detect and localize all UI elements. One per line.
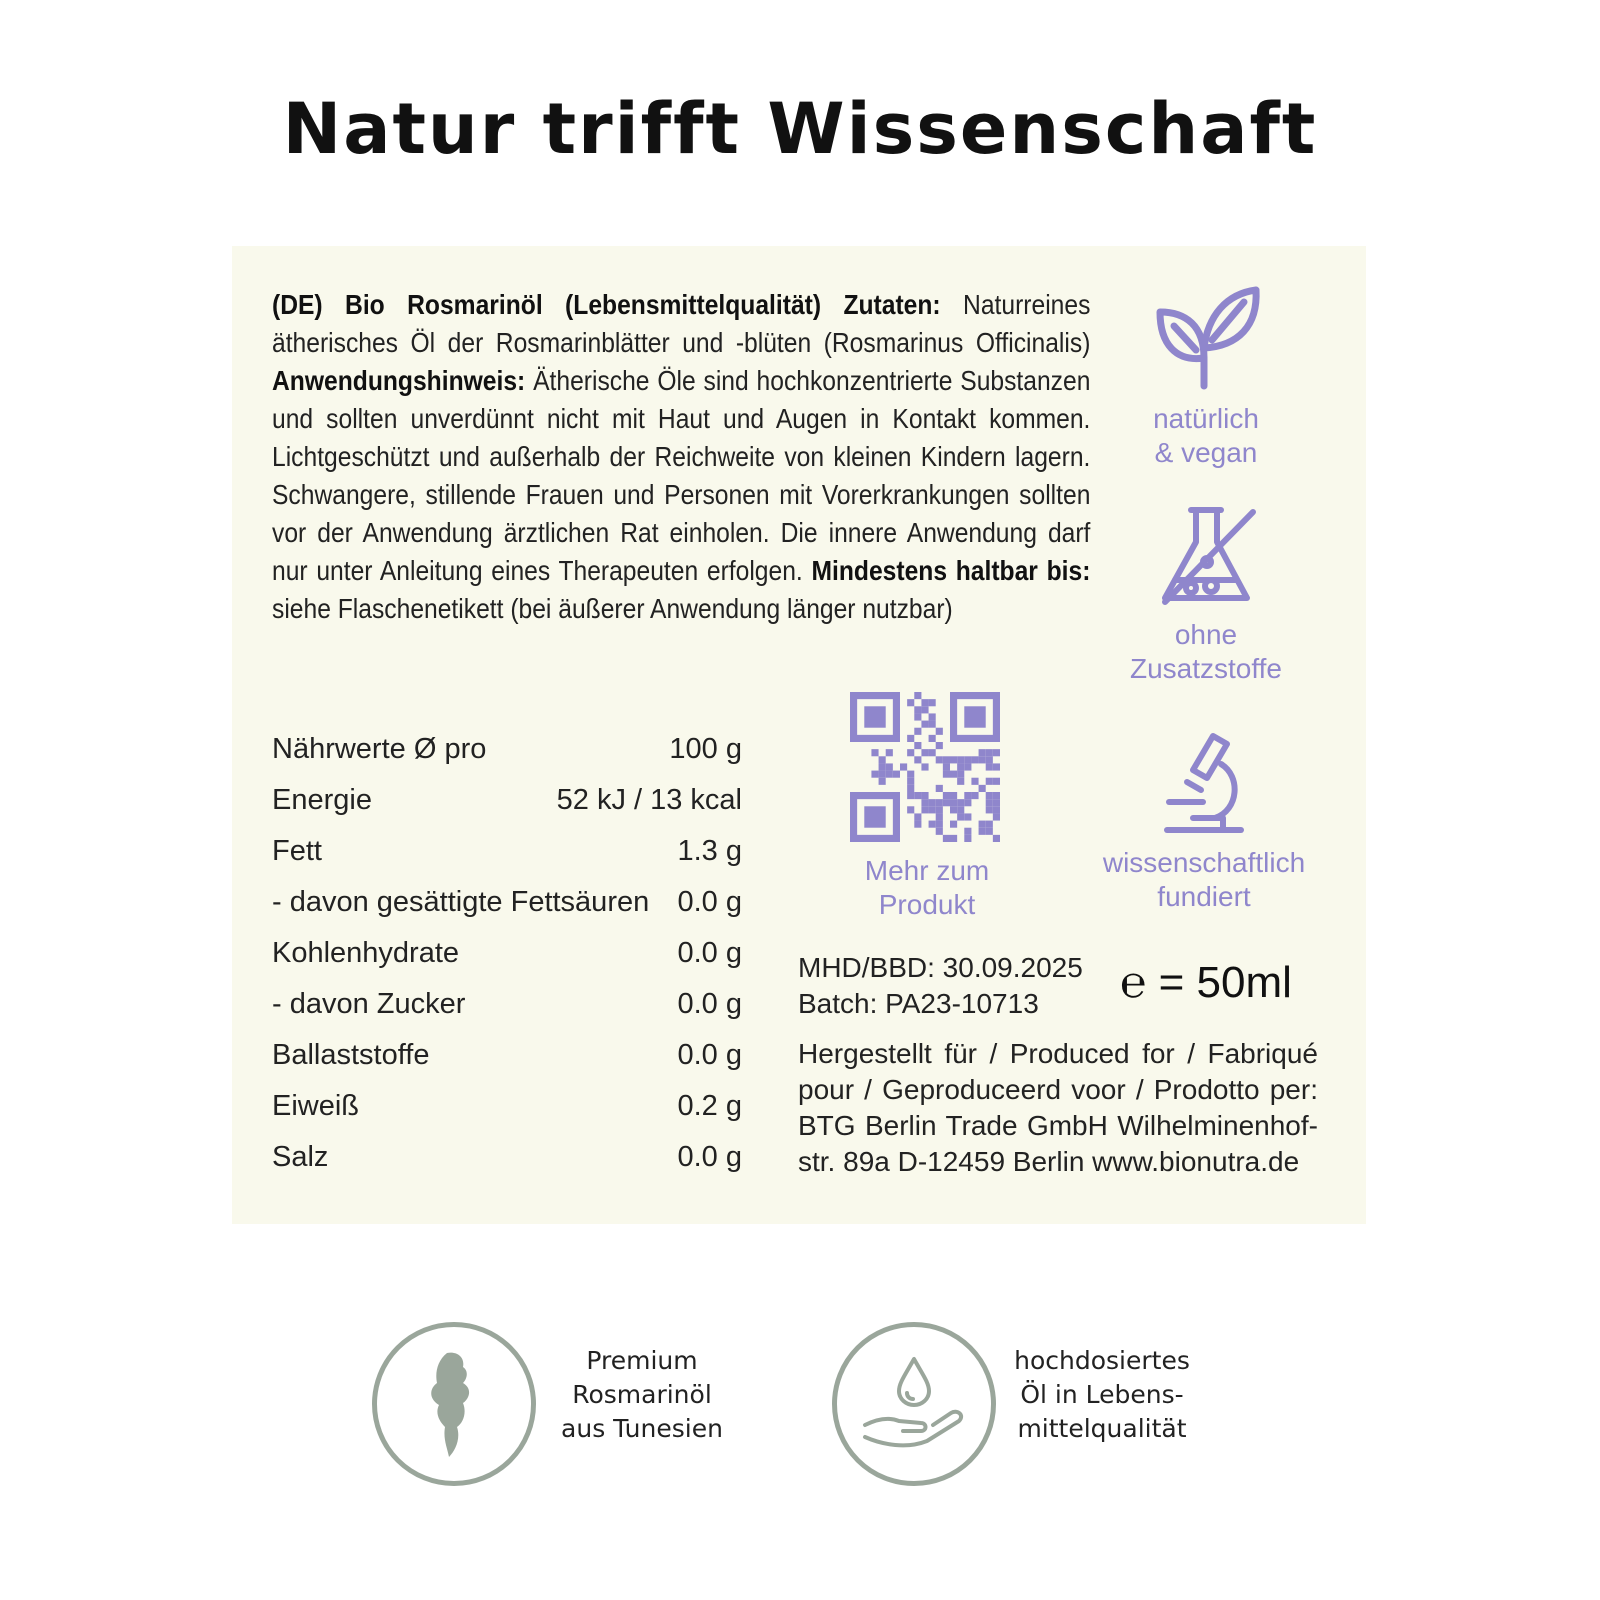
batch-number: Batch: PA23-10713 [798, 988, 1039, 1019]
flask-icon [1151, 502, 1261, 612]
nutrition-name: Energie [272, 784, 372, 816]
badge-additives [1106, 502, 1306, 686]
nutrition-row [272, 826, 742, 877]
nutrition-name: Kohlenhydrate [272, 937, 460, 969]
oil-drop-hand-icon [837, 1327, 991, 1481]
bbd-label: Mindestens haltbar bis: [802, 555, 1091, 586]
product-label [232, 246, 1366, 1224]
nutrition-name: - davon gesättigte Fettsäuren [272, 886, 650, 918]
feature-quality-line3: mittelqualität [1017, 1414, 1187, 1443]
nutrition-row [272, 1081, 742, 1132]
badge-science [1084, 730, 1324, 914]
qr-caption [822, 854, 1032, 922]
nutrition-table [272, 724, 742, 1183]
nutrition-value: 0.2 g [677, 1090, 742, 1122]
qr-caption-line1: Mehr zum [864, 855, 990, 886]
mhd-block [798, 950, 1083, 1022]
qr-code-icon [850, 692, 1000, 842]
ingredients-heading: (DE) Bio Rosmarinöl (Lebensmittelqualität) Zutaten: [272, 289, 941, 320]
feature-origin-circle [372, 1322, 536, 1486]
nutrition-value: 0.0 g [677, 1141, 742, 1173]
qr-code[interactable] [850, 692, 1000, 847]
ingredients-text [272, 286, 1090, 628]
nutrition-value: 52 kJ / 13 kcal [556, 784, 742, 816]
feature-quality-text [992, 1344, 1212, 1446]
feature-origin-line1: Premium [586, 1346, 698, 1375]
badge-science-line1: wissenschaftlich [1102, 847, 1306, 878]
feature-quality-line2: Öl in Lebens- [1020, 1380, 1184, 1409]
nutrition-value: 0.0 g [677, 937, 742, 969]
volume: ℮ = 50ml [1120, 958, 1292, 1007]
usage-text: Ätherische Öle sind hochkonzentrierte Substanzen und sollten unverdünnt nicht mit Haut und Augen in Kontakt kommen. Lichtgeschützt und außerhalb der Reichweite von kleinen Kindern lagern. Schwangere, stillende Frauen und Personen mit Vorerkrankungen sollten vor der Anwendung ärztlichen Rat einholen. Die innere Anwendung darf nur unter Anleitung eines Therapeuten erfolgen. [272, 365, 1091, 586]
bbd-text: siehe Flaschenetikett (bei äußerer Anwendung länger nutzbar) [272, 593, 953, 624]
feature-quality-circle [832, 1322, 996, 1486]
badge-additives-line2: Zusatzstoffe [1129, 653, 1282, 684]
badge-vegan [1106, 286, 1306, 470]
nutrition-row [272, 979, 742, 1030]
nutrition-name: Nährwerte Ø pro [272, 733, 487, 765]
nutrition-row [272, 724, 742, 775]
nutrition-name: Eiweiß [272, 1090, 360, 1122]
tunisia-map-icon [377, 1327, 531, 1481]
feature-origin-text [532, 1344, 752, 1446]
badge-additives-line1: ohne [1174, 619, 1238, 650]
nutrition-name: Ballaststoffe [272, 1039, 430, 1071]
nutrition-row [272, 928, 742, 979]
nutrition-value: 1.3 g [677, 835, 742, 867]
nutrition-value: 0.0 g [677, 988, 742, 1020]
nutrition-name: - davon Zucker [272, 988, 466, 1020]
nutrition-row [272, 1132, 742, 1183]
usage-label: Anwendungshinweis: [272, 365, 526, 396]
feature-origin-line3: aus Tunesien [561, 1414, 723, 1443]
feature-quality-line1: hochdosiertes [1014, 1346, 1190, 1375]
nutrition-row [272, 1030, 742, 1081]
mhd-date: MHD/BBD: 30.09.2025 [798, 952, 1083, 983]
badge-science-line2: fundiert [1157, 881, 1251, 912]
page-title: Natur trifft Wissenschaft [282, 88, 1318, 170]
ingredients-description: Naturreines ätherisches Öl der Rosmarinblätter und -blüten (Rosmarinus Officinalis) [272, 289, 1091, 358]
nutrition-value: 0.0 g [677, 886, 742, 918]
badge-vegan-line2: & vegan [1154, 437, 1258, 468]
nutrition-name: Salz [272, 1141, 329, 1173]
qr-caption-line2: Produkt [878, 889, 976, 920]
microscope-icon [1149, 730, 1259, 840]
leaf-icon [1146, 286, 1266, 396]
badge-vegan-line1: natürlich [1153, 403, 1259, 434]
feature-origin-line2: Rosmarinöl [572, 1380, 712, 1409]
nutrition-value: 0.0 g [677, 1039, 742, 1071]
manufacturer: Hergestellt für / Produced for / Fabriqué pour / Geproduceerd voor / Prodotto per: BTG Berlin Trade GmbH Wilhelminenhof-str. 89a D-12459 Berlin www.bionutra.de [798, 1038, 1318, 1177]
nutrition-row [272, 877, 742, 928]
nutrition-value: 100 g [669, 733, 742, 765]
nutrition-row [272, 775, 742, 826]
nutrition-name: Fett [272, 835, 322, 867]
